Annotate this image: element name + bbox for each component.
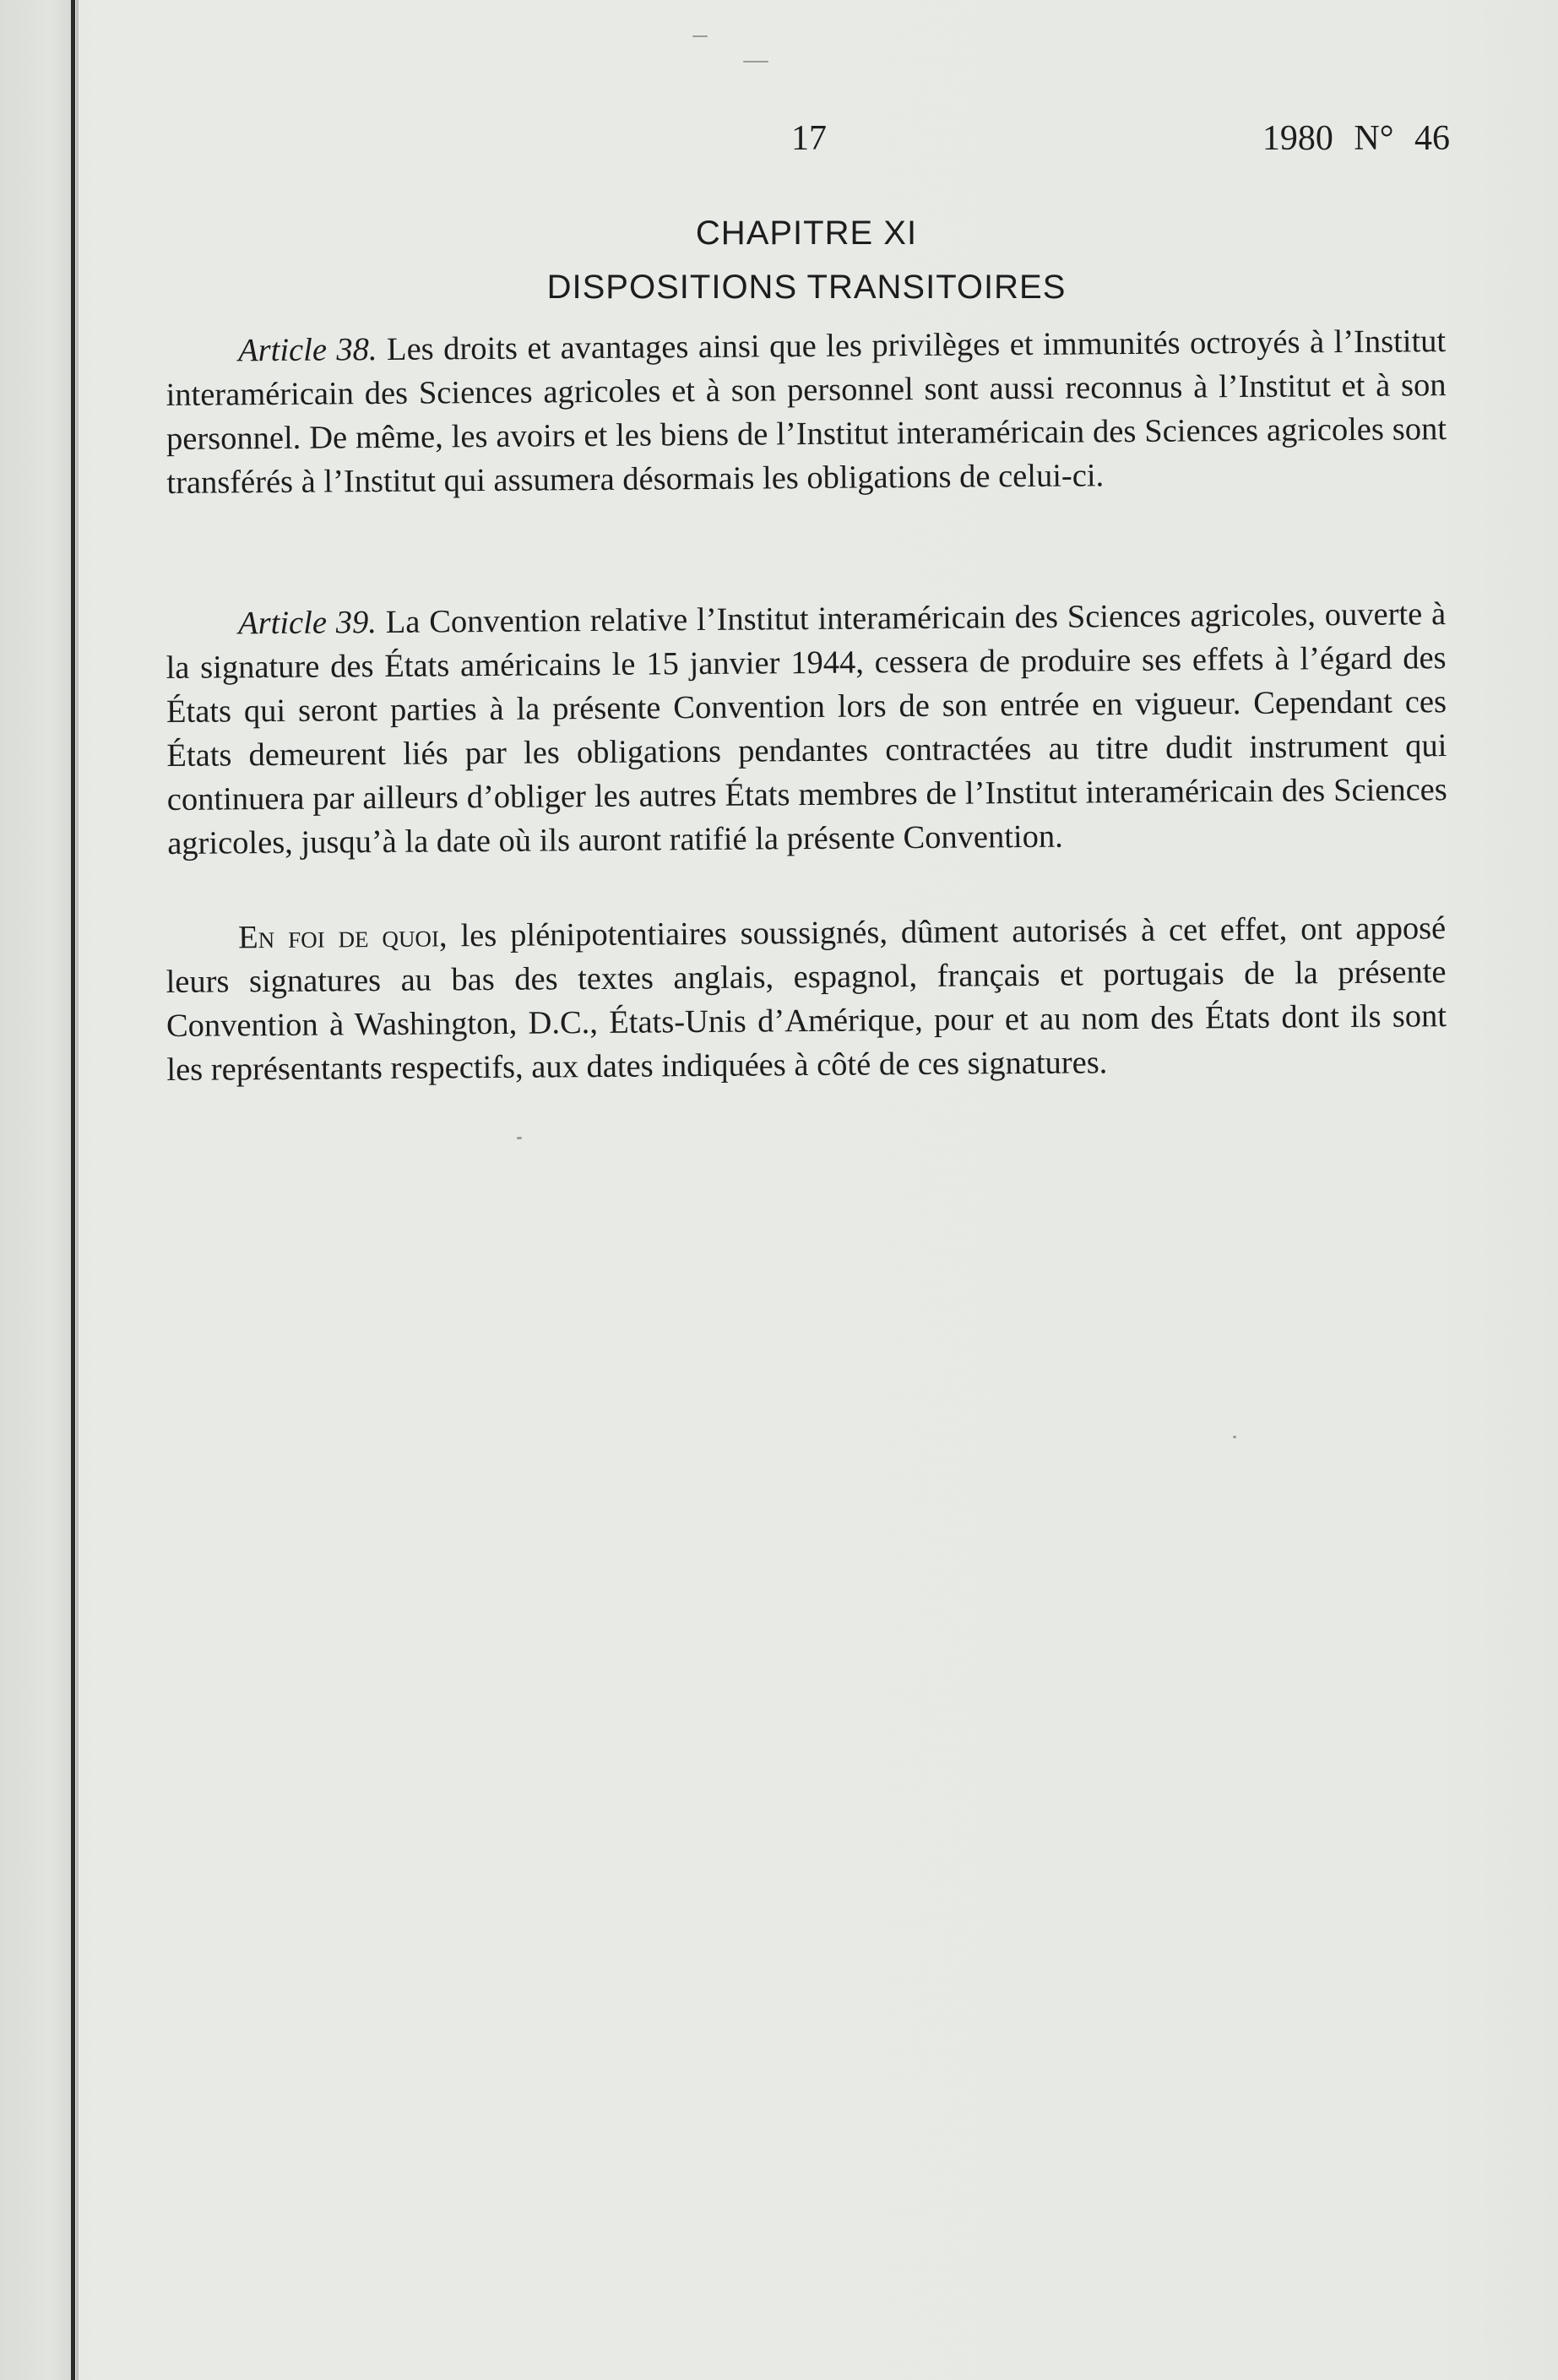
binding-gutter bbox=[0, 0, 78, 2380]
binding-shadow-line bbox=[71, 0, 75, 2380]
page-header bbox=[0, 118, 1558, 169]
article-38-paragraph bbox=[166, 319, 1447, 505]
binding-edge-line bbox=[76, 0, 79, 2380]
document-reference: 1980 N° 46 bbox=[1262, 119, 1450, 158]
article-39-text: La Convention relative l’Institut interaméricain des Sciences agricoles, ouverte à la signature des États américains le 15 janvier 1944, cessera de produire ses effets à l’égard des États qui seront parties à la présente Convention lors de son entrée en vigueur. Cependant ces États demeurent liés par les obligations pendantes contractées au titre dudit instrument qui continuera par ailleurs d’obliger les autres États membres de l’Institut interaméricain des Sciences agricoles, jusqu’à la date où ils auront ratifié la présente Convention. bbox=[166, 596, 1447, 861]
paper-speck bbox=[743, 61, 768, 62]
article-39-paragraph bbox=[166, 592, 1447, 866]
closing-text: les plénipotentiaires soussignés, dûment autorisés à cet effet, ont apposé leurs signatures au bas des textes anglais, espagnol, français et portugais de la présente Convention à Washington, D.C., États-Unis d’Amérique, pour et au nom des États dont ils sont les représentants respectifs, aux dates indiquées à côté de ces signatures. bbox=[166, 910, 1447, 1088]
page-number: 17 bbox=[791, 119, 827, 158]
closing-lead: En foi de quoi, bbox=[238, 918, 448, 956]
article-39-label: Article 39. bbox=[238, 605, 377, 642]
chapter-title: CHAPITRE XI bbox=[695, 215, 918, 252]
article-38-label: Article 38. bbox=[238, 332, 377, 369]
closing-paragraph bbox=[166, 906, 1447, 1092]
paper-speck bbox=[517, 1137, 522, 1139]
paper-speck bbox=[692, 35, 708, 37]
article-38-text: Les droits et avantages ainsi que les privilèges et immunités octroyés à l’Institut interaméricain des Sciences agricoles et à son personnel sont aussi reconnus à l’Institut et à son personnel. De même, les avoirs et les biens de l’Institut interaméricain des Sciences agricoles sont transférés à l’Institut qui assumera désormais les obligations de celui-ci. bbox=[166, 323, 1447, 501]
paper-speck bbox=[1233, 1436, 1236, 1438]
chapter-subtitle: DISPOSITIONS TRANSITOIRES bbox=[546, 269, 1067, 306]
